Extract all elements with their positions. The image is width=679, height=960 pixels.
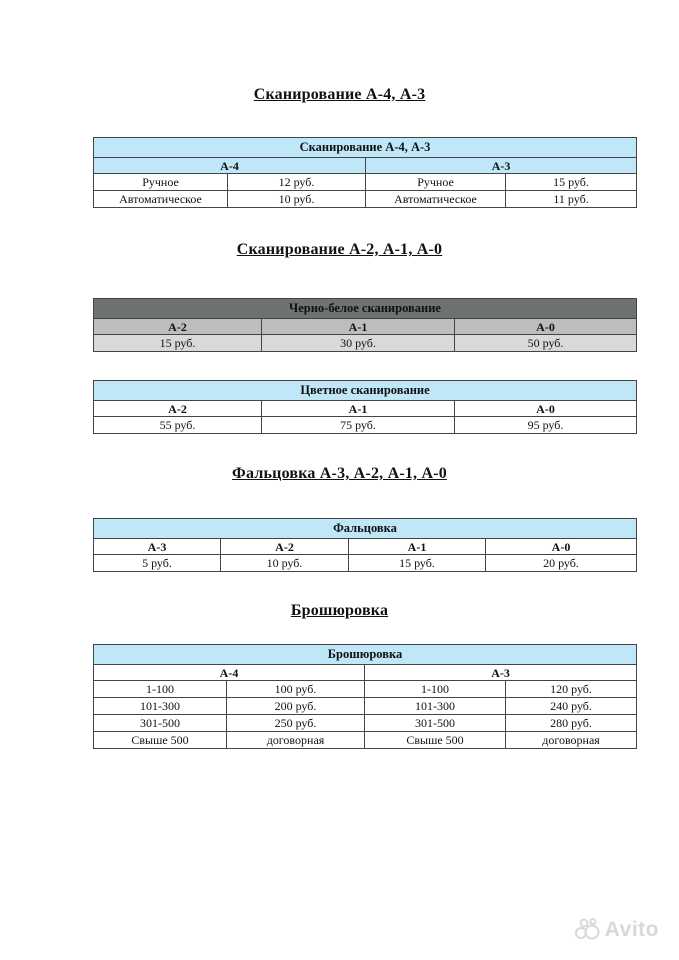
price-cell: 20 руб.: [486, 555, 637, 572]
price-cell: 15 руб.: [94, 335, 262, 352]
heading-binding: Брошюровка: [290, 602, 389, 619]
heading-folding: Фальцовка А-3, А-2, А-1, А-0: [232, 465, 447, 482]
price-cell: 30 руб.: [262, 335, 455, 352]
color-scan-table: [93, 380, 637, 434]
price-cell: 15 руб.: [349, 555, 486, 572]
table-title: Брошюровка: [94, 645, 637, 665]
table-row: [94, 681, 637, 698]
format-header: А-2: [221, 539, 349, 555]
price-cell: 100 руб.: [227, 681, 365, 698]
table-row: [94, 417, 637, 434]
folding-table: [93, 518, 637, 572]
range-cell: 301-500: [365, 715, 506, 732]
format-header: А-1: [349, 539, 486, 555]
price-cell: 250 руб.: [227, 715, 365, 732]
price-cell: 5 руб.: [94, 555, 221, 572]
price-cell: 11 руб.: [506, 191, 637, 208]
mode-label: Ручное: [94, 174, 228, 191]
range-cell: 101-300: [94, 698, 227, 715]
table-row: [94, 732, 637, 749]
avito-watermark: [575, 918, 659, 942]
range-cell: 301-500: [94, 715, 227, 732]
price-cell: 12 руб.: [228, 174, 366, 191]
watermark-text: Avito: [604, 918, 659, 941]
heading-scan-a4-a3: Сканирование А-4, А-3: [253, 86, 426, 103]
format-header: А-1: [262, 319, 455, 335]
price-cell: 240 руб.: [506, 698, 637, 715]
price-cell: 95 руб.: [455, 417, 637, 434]
price-cell: 10 руб.: [221, 555, 349, 572]
range-cell: 101-300: [365, 698, 506, 715]
format-header: А-0: [455, 401, 637, 417]
binding-table: [93, 644, 637, 749]
table-title: Сканирование А-4, А-3: [94, 138, 637, 158]
format-header: А-2: [94, 401, 262, 417]
avito-dots-icon: [575, 918, 601, 940]
range-cell: 1-100: [94, 681, 227, 698]
range-cell: 1-100: [365, 681, 506, 698]
range-cell: Свыше 500: [94, 732, 227, 749]
price-cell: договорная: [506, 732, 637, 749]
price-cell: договорная: [227, 732, 365, 749]
range-cell: Свыше 500: [365, 732, 506, 749]
format-header-a3: А-3: [365, 665, 637, 681]
scan-a4-a3-table: [93, 137, 637, 208]
table-row: [94, 191, 637, 208]
format-header: А-0: [486, 539, 637, 555]
price-cell: 75 руб.: [262, 417, 455, 434]
price-cell: 50 руб.: [455, 335, 637, 352]
mode-label: Ручное: [366, 174, 506, 191]
price-cell: 15 руб.: [506, 174, 637, 191]
table-row: [94, 715, 637, 732]
table-row: [94, 698, 637, 715]
price-cell: 200 руб.: [227, 698, 365, 715]
mode-label: Автоматическое: [94, 191, 228, 208]
format-header: А-3: [94, 539, 221, 555]
bw-scan-table: [93, 298, 637, 352]
table-title: Черно-белое сканирование: [94, 299, 637, 319]
price-cell: 55 руб.: [94, 417, 262, 434]
table-title: Фальцовка: [94, 519, 637, 539]
format-header: А-1: [262, 401, 455, 417]
format-header-a3: А-3: [366, 158, 637, 174]
format-header-a4: А-4: [94, 158, 366, 174]
heading-scan-a2-a0: Сканирование А-2, А-1, А-0: [236, 241, 443, 258]
table-title: Цветное сканирование: [94, 381, 637, 401]
table-row: [94, 335, 637, 352]
price-cell: 280 руб.: [506, 715, 637, 732]
format-header: А-2: [94, 319, 262, 335]
format-header-a4: А-4: [94, 665, 365, 681]
table-row: [94, 174, 637, 191]
price-cell: 10 руб.: [228, 191, 366, 208]
format-header: А-0: [455, 319, 637, 335]
price-cell: 120 руб.: [506, 681, 637, 698]
table-row: [94, 555, 637, 572]
mode-label: Автоматическое: [366, 191, 506, 208]
